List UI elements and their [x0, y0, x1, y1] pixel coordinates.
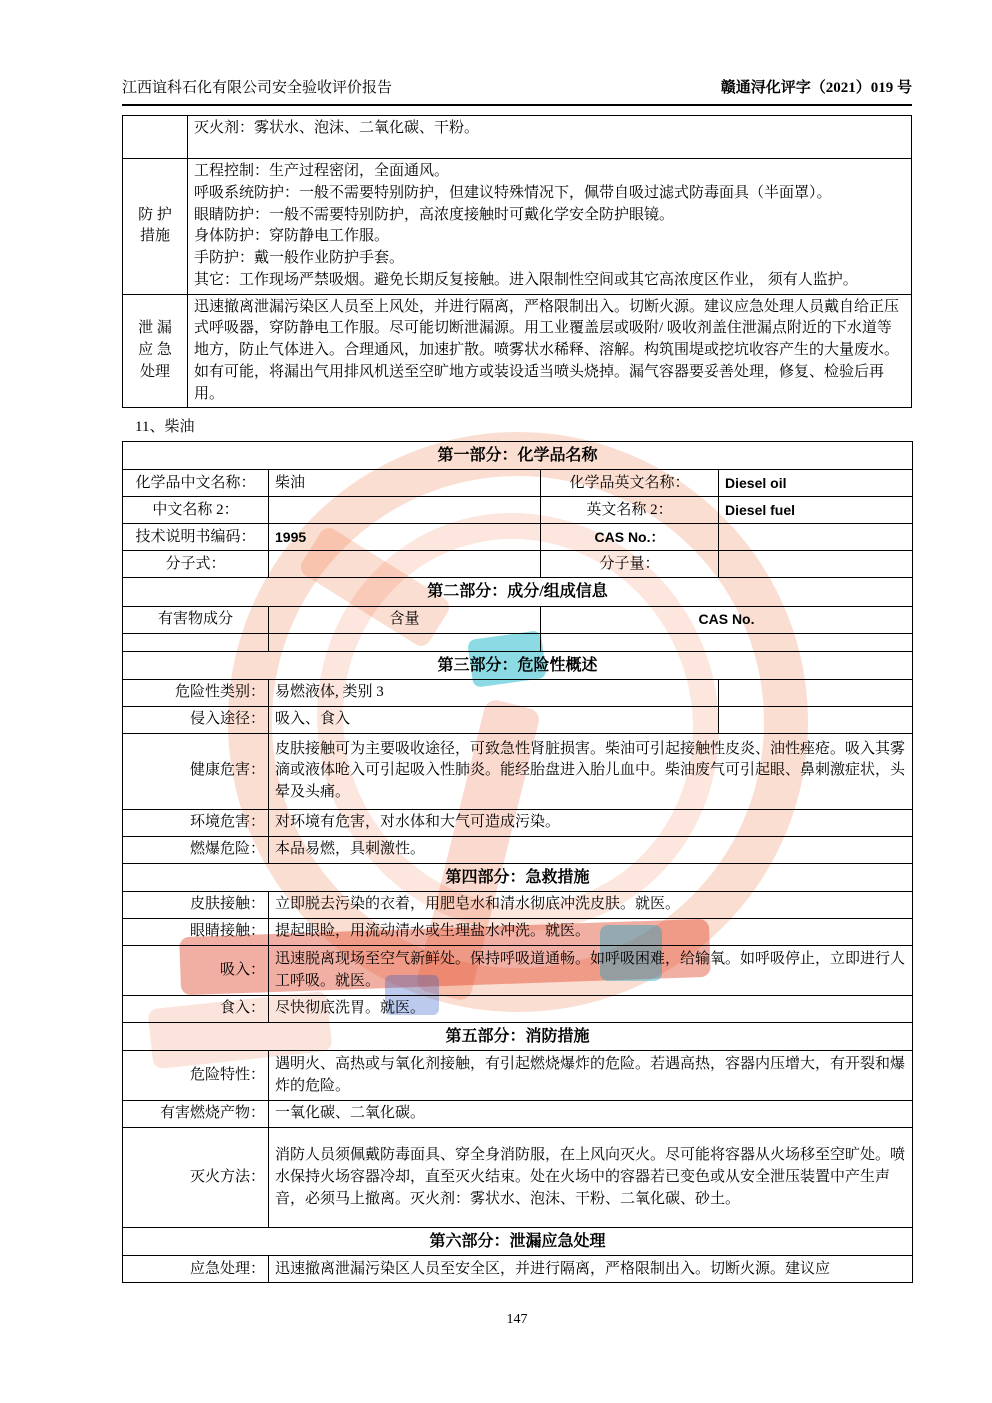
ingestion-text: 尽快彻底洗胃。就医。: [269, 996, 913, 1023]
table-row: [123, 706, 913, 733]
harmful-component-header: 有害物成分: [123, 606, 269, 633]
section-header-row: [123, 863, 913, 891]
table-row: [123, 1128, 913, 1228]
protect-line: 呼吸系统防护：一般不需要特别防护，但建议特殊情况下，佩带自吸过滤式防毒面具（半面罩）。: [194, 184, 832, 201]
empty-label-cell: [123, 116, 188, 159]
empty-cell: [269, 633, 541, 651]
protective-measures-text: [188, 159, 912, 295]
eye-contact-label: 眼睛接触：: [123, 919, 269, 946]
empty-cell: [123, 633, 269, 651]
protect-line: 眼睛防护：一般不需要特别防护，高浓度接触时可戴化学安全防护眼镜。: [194, 206, 675, 223]
environment-hazard-label: 环境危害：: [123, 809, 269, 836]
emergency-handling-text: 迅速撤离泄漏污染区人员至安全区，并进行隔离，严格限制出入。切断火源。建议应: [269, 1256, 913, 1283]
firefighting-method-text: 消防人员须佩戴防毒面具、穿全身消防服，在上风向灭火。尽可能将容器从火场移至空旷处。喷水保持火场容器冷却，直至灭火结束。处在火场中的容器若已变色或从安全泄压装置中产生声音，必须马上撤离。灭火剂：雾状水、泡沫、干粉、二氧化碳、砂土。: [269, 1128, 913, 1228]
flammability-hazard-label: 燃爆危险：: [123, 836, 269, 863]
table-row: [123, 946, 913, 996]
chemical-en-name-value: Diesel oil: [719, 470, 913, 497]
tech-sheet-code-label: 技术说明书编码：: [123, 524, 269, 551]
table-row: [123, 294, 912, 408]
part5-title: 第五部分：消防措施: [123, 1023, 913, 1051]
table-row: [123, 1256, 913, 1283]
part2-title: 第二部分：成分/组成信息: [123, 578, 913, 606]
table-row: [123, 606, 913, 633]
empty-cell: [719, 706, 913, 733]
health-hazard-text: 皮肤接触可为主要吸收途径，可致急性肾脏损害。柴油可引起接触性皮炎、油性痤疮。吸入其雾滴或液体呛入可引起吸入性肺炎。能经胎盘进入胎儿血中。柴油废气可引起眼、鼻刺激症状，头晕及头痛。: [269, 733, 913, 809]
skin-contact-label: 皮肤接触：: [123, 892, 269, 919]
molecular-formula-value: [269, 551, 541, 578]
part3-title: 第三部分：危险性概述: [123, 651, 913, 679]
firefighting-method-label: 灭火方法：: [123, 1128, 269, 1228]
table-row: [123, 892, 913, 919]
molecular-formula-label: 分子式：: [123, 551, 269, 578]
flammability-hazard-text: 本品易燃，具刺激性。: [269, 836, 913, 863]
chemical-en-name-label: 化学品英文名称：: [541, 470, 719, 497]
protective-measures-table: [122, 115, 912, 408]
section-header-row: [123, 1023, 913, 1051]
chemical-cn-name-value: 柴油: [269, 470, 541, 497]
leak-emergency-label: 泄 漏 应 急 处理: [123, 294, 188, 408]
table-row: [123, 996, 913, 1023]
emergency-handling-label: 应急处理：: [123, 1256, 269, 1283]
cas-no-label: CAS No.：: [541, 524, 719, 551]
cas-no-header: CAS No.: [541, 606, 913, 633]
entry-route-value: 吸入、食入: [269, 706, 719, 733]
tech-sheet-code-value: 1995: [269, 524, 541, 551]
table-row: [123, 497, 913, 524]
table-row: [123, 809, 913, 836]
entry-route-label: 侵入途径：: [123, 706, 269, 733]
leak-handling-text: 迅速撤离泄漏污染区人员至上风处，并进行隔离，严格限制出入。切断火源。建议应急处理人员戴自给正压式呼吸器，穿防静电工作服。尽可能切断泄漏源。用工业覆盖层或吸附/ 吸收剂盖住泄漏点附近的下水道等地方，防止气体进入。合理通风，加速扩散。喷雾状水稀释、溶解。构筑围堤或挖坑收容产生的大量废水。如有可能，将漏出气用排风机送至空旷地方或装设适当喷头烧掉。漏气容器要妥善处理，修复、检验后再用。: [188, 294, 912, 408]
skin-contact-text: 立即脱去污染的衣着，用肥皂水和清水彻底冲洗皮肤。就医。: [269, 892, 913, 919]
cas-no-value: [719, 524, 913, 551]
table-row: [123, 679, 913, 706]
content-header: 含量: [269, 606, 541, 633]
chemical-cn-name-label: 化学品中文名称：: [123, 470, 269, 497]
inhalation-text: 迅速脱离现场至空气新鲜处。保持呼吸道通畅。如呼吸困难，给输氧。如呼吸停止，立即进行人工呼吸。就医。: [269, 946, 913, 996]
en-name2-value: Diesel fuel: [719, 497, 913, 524]
table-row: [123, 1051, 913, 1101]
en-name2-label: 英文名称 2：: [541, 497, 719, 524]
danger-characteristics-label: 危险特性：: [123, 1051, 269, 1101]
part1-title: 第一部分：化学品名称: [123, 442, 913, 470]
molecular-weight-label: 分子量：: [541, 551, 719, 578]
combustion-products-text: 一氧化碳、二氧化碳。: [269, 1101, 913, 1128]
cn-name2-label: 中文名称 2：: [123, 497, 269, 524]
table-row: [123, 116, 912, 159]
part6-title: 第六部分：泄漏应急处理: [123, 1228, 913, 1256]
diesel-msds-table: [122, 441, 913, 1283]
combustion-products-label: 有害燃烧产物：: [123, 1101, 269, 1128]
section-header-row: [123, 651, 913, 679]
protect-line: 手防护：戴一般作业防护手套。: [194, 250, 405, 266]
environment-hazard-text: 对环境有危害，对水体和大气可造成污染。: [269, 809, 913, 836]
header-doc-number: 赣通浔化评字（2021）019 号: [720, 80, 912, 96]
eye-contact-text: 提起眼睑，用流动清水或生理盐水冲洗。就医。: [269, 919, 913, 946]
danger-characteristics-text: 遇明火、高热或与氧化剂接触，有引起燃烧爆炸的危险。若遇高热，容器内压增大，有开裂和爆炸的危险。: [269, 1051, 913, 1101]
protect-line: 其它：工作现场严禁吸烟。避免长期反复接触。进入限制性空间或其它高浓度区作业， 须有人监护。: [194, 271, 858, 288]
section-header-row: [123, 1228, 913, 1256]
header-report-title: 江西谊科石化有限公司安全验收评价报告: [122, 80, 393, 96]
protect-line: 工程控制：生产过程密闭，全面通风。: [194, 163, 450, 179]
inhalation-label: 吸入：: [123, 946, 269, 996]
extinguishing-agent-text: 灭火剂：雾状水、泡沫、二氧化碳、干粉。: [188, 116, 912, 159]
hazard-class-label: 危险性类别：: [123, 679, 269, 706]
table-row: [123, 551, 913, 578]
empty-cell: [541, 633, 913, 651]
protect-line: 身体防护：穿防静电工作服。: [194, 228, 390, 245]
table-row: [123, 836, 913, 863]
item-11-diesel-heading: 11、柴油: [135, 419, 195, 436]
page-header: [122, 76, 912, 106]
molecular-weight-value: [719, 551, 913, 578]
table-row: [123, 1101, 913, 1128]
cn-name2-value: [269, 497, 541, 524]
ingestion-label: 食入：: [123, 996, 269, 1023]
table-row: [123, 633, 913, 651]
table-row: [123, 470, 913, 497]
table-row: [123, 524, 913, 551]
empty-cell: [719, 679, 913, 706]
section-header-row: [123, 442, 913, 470]
section-header-row: [123, 578, 913, 606]
table-row: [123, 733, 913, 809]
page-number: 147: [506, 1312, 528, 1327]
part4-title: 第四部分：急救措施: [123, 863, 913, 891]
protective-measures-label: 防 护 措施: [123, 159, 188, 295]
table-row: [123, 159, 912, 295]
hazard-class-value: 易燃液体, 类别 3: [269, 679, 719, 706]
table-row: [123, 919, 913, 946]
health-hazard-label: 健康危害：: [123, 733, 269, 809]
